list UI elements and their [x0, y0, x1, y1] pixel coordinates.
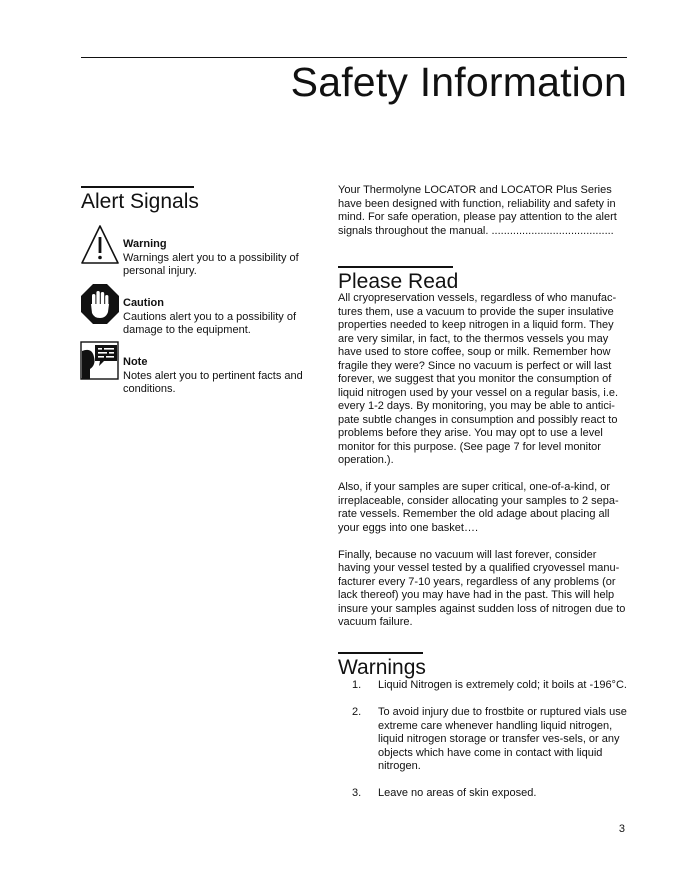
list-item-number: 2.	[352, 706, 362, 718]
please-read-paragraph: Finally, because no vacuum will last forever, consider having your vessel tested by a qualified cryovessel manu-facturer every 7-10 years, regardless of any problems (or lack thereof) you may have had in the past. This will help insure your samples against sudden loss of nitrogen due to vacuum failure.	[338, 548, 626, 628]
alert-note-body	[123, 356, 313, 397]
alert-note-text: Notes alert you to pertinent facts and conditions.	[123, 369, 303, 395]
alert-warning	[80, 224, 320, 277]
page-number: 3	[618, 823, 625, 835]
list-item-text: To avoid injury due to frostbite or ruptured vials use extreme care whenever handling liquid nitrogen, liquid nitrogen storage or transfer ves-sels, or any objects which have come in contact with liquid nitrogen.	[378, 706, 627, 772]
note-speech-icon	[80, 341, 120, 381]
alert-caution	[80, 283, 320, 336]
list-item-text: Leave no areas of skin exposed.	[378, 787, 537, 799]
warnings-rule	[338, 652, 423, 654]
list-item	[352, 706, 627, 774]
list-item-text: Liquid Nitrogen is extremely cold; it boils at -196°C.	[378, 679, 627, 691]
warning-triangle-icon	[80, 224, 120, 266]
please-read-heading: Please Read	[338, 270, 459, 293]
alert-caution-body	[123, 297, 313, 338]
please-read-body	[338, 292, 628, 643]
list-item	[352, 679, 627, 693]
warnings-heading: Warnings	[338, 656, 426, 679]
stop-hand-icon	[80, 283, 120, 325]
alert-note	[80, 341, 320, 395]
please-read-paragraph: Also, if your samples are super critical, one-of-a-kind, or irreplaceable, consider allocating your samples to 2 sepa-rate vessels. Remember the old adage about placing all your eggs into one basket….	[338, 481, 619, 534]
alert-warning-body	[123, 238, 313, 279]
warnings-list	[352, 679, 627, 814]
list-item	[352, 787, 627, 801]
alert-note-title: Note	[123, 356, 148, 368]
alert-warning-text: Warnings alert you to a possibility of personal injury.	[123, 251, 299, 277]
list-item-number: 3.	[352, 787, 362, 799]
alert-caution-text: Cautions alert you to a possibility of damage to the equipment.	[123, 310, 297, 336]
page-title: Safety Information	[290, 59, 627, 105]
please-read-rule	[338, 266, 453, 268]
alert-signals-rule	[81, 186, 194, 188]
alert-warning-title: Warning	[123, 238, 167, 250]
please-read-paragraph: All cryopreservation vessels, regardless of who manufac-tures them, use a vacuum to provide the super insulative properties needed to keep nitrogen in a liquid form. They are very similar, in fact, to the thermos vessels you may have used to store coffee, soup or milk. Remember how fragile they were? Since no vacuum is perfect or will last forever, we suggest that you monitor the consumption of liquid nitrogen used by your vessel on a regular basis, i.e. every 1-2 days. By monitoring, you may be able to antici-pate subtle changes in consumption and possibly react to problems before they arise. You may opt to use a level monitor for this purpose. (See page 7 for level monitor operation.).	[338, 292, 619, 466]
alert-caution-title: Caution	[123, 297, 164, 309]
alert-signals-heading: Alert Signals	[81, 190, 199, 213]
intro-text: Your Thermolyne LOCATOR and LOCATOR Plus Series have been designed with function, reliability and safety in mind. For safe operation, please pay attention to the alert signals throughout the manual. ........................................	[338, 184, 617, 237]
intro-block	[338, 184, 628, 238]
list-item-number: 1.	[352, 679, 362, 691]
